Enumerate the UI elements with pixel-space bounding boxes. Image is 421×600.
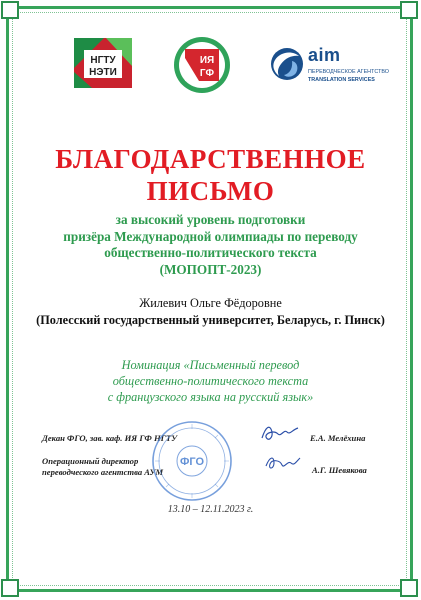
nomination-line: с французского языка на русский язык» — [107, 390, 314, 404]
aim-logo-subtitle-ru: ПЕРЕВОДЧЕСКОЕ АГЕНТСТВО — [308, 69, 389, 75]
iyagf-logo — [173, 36, 231, 94]
aim-agency-logo — [268, 44, 388, 90]
nomination-line: общественно-политического текста — [112, 374, 309, 388]
signatory-1-name: Е.А. Мелёхина — [310, 433, 366, 443]
ngtu-logo-text: НГТУ — [90, 55, 116, 66]
aim-globe-icon — [268, 44, 306, 84]
event-dates: 13.10 – 12.11.2023 г. — [167, 504, 254, 515]
recipient-block — [0, 295, 421, 329]
iyagf-logo-text: ИЯ — [199, 55, 215, 66]
signatory-2-position-line1: Операционный директор — [42, 456, 139, 466]
iyagf-logo-text-2: ГФ — [199, 68, 215, 79]
signatory-2-position-line2: переводческого агентства АУМ — [42, 467, 164, 477]
nomination-line: Номинация «Письменный перевод — [121, 358, 300, 372]
award-reason-line: общественно-политического текста — [104, 245, 317, 260]
aim-logo-subtitle-en: TRANSLATION SERVICES — [308, 77, 375, 83]
frame-corner-ornament — [400, 1, 418, 19]
aim-logo-word: aim — [308, 45, 341, 65]
signature-2 — [262, 452, 302, 474]
signature-1 — [256, 420, 302, 446]
signatory-1-position: Декан ФГО, зав. каф. ИЯ ГФ НГТУ — [42, 433, 178, 443]
frame-corner-ornament — [400, 579, 418, 597]
recipient-name: Жилевич Ольге Фёдоровне — [139, 296, 282, 310]
neti-logo-text: НЭТИ — [89, 67, 117, 78]
official-stamp — [151, 420, 233, 502]
signatory-2-name: А.Г. Шевякова — [312, 465, 367, 475]
award-reason-line: призёра Международной олимпиады по переводу — [63, 228, 358, 244]
signatory-2-position — [42, 456, 163, 478]
nomination-block — [0, 357, 421, 405]
award-reason-line: за высокий уровень подготовки — [115, 212, 306, 227]
award-reason-line: (МОПОПТ-2023) — [159, 261, 262, 277]
award-reason — [0, 212, 421, 278]
certificate-title-line1: БЛАГОДАРСТВЕННОЕ — [55, 144, 366, 174]
frame-corner-ornament — [1, 1, 19, 19]
stamp-center-text: ФГО — [179, 456, 205, 468]
ngtu-neti-logo — [74, 38, 132, 88]
certificate-title-line2: ПИСЬМО — [146, 176, 275, 206]
recipient-affiliation: (Полесский государственный университет, Беларусь, г. Пинск) — [36, 313, 385, 327]
frame-corner-ornament — [1, 579, 19, 597]
